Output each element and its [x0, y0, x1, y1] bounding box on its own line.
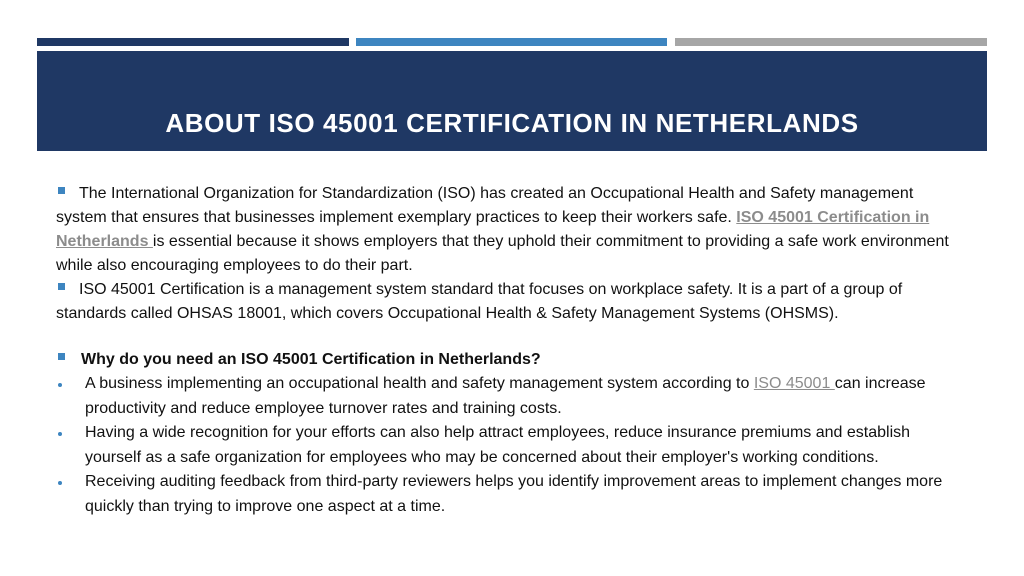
accent-bar-navy — [37, 38, 349, 46]
square-bullet-icon — [58, 187, 65, 194]
accent-bar-blue — [356, 38, 667, 46]
slide-body — [56, 182, 968, 519]
list-item — [56, 372, 968, 421]
why-heading — [56, 348, 968, 372]
list-item — [56, 470, 968, 519]
paragraph-intro-text: The International Organization for Standardization (ISO) has created an Occupational Health and Safety management system that ensures that businesses implement exemplary practices to keep their workers safe. — [56, 185, 914, 226]
dot-bullet-icon — [58, 383, 62, 387]
paragraph-standard-text: ISO 45001 Certification is a management system standard that focuses on workplace safety. It is a part of a group of standards called OHSAS 18001, which covers Occupational Health & Safety Management Systems (OHSMS). — [56, 281, 903, 322]
square-bullet-icon — [58, 283, 65, 290]
list-item-text-end: can increase productivity and reduce employee turnover rates and training costs. — [85, 375, 926, 417]
paragraph-intro-text-end: is essential because it shows employers that they uphold their commitment to providing a safe work environment while also encouraging employees to do their part. — [56, 233, 949, 274]
accent-bar-gray — [675, 38, 987, 46]
paragraph-standard — [56, 278, 968, 326]
page-title: ABOUT ISO 45001 CERTIFICATION IN NETHERLANDS — [165, 107, 859, 138]
title-banner — [37, 51, 987, 151]
list-item — [56, 421, 968, 470]
dot-bullet-icon — [58, 432, 62, 436]
iso-45001-netherlands-link[interactable]: ISO 45001 Certification in Netherlands — [56, 209, 930, 250]
list-item-text: A business implementing an occupational health and safety management system according to — [85, 375, 754, 392]
square-bullet-icon — [58, 353, 65, 360]
list-item-text: Receiving auditing feedback from third-party reviewers helps you identify improvement areas to implement changes more quickly than trying to improve one aspect at a time. — [85, 473, 943, 515]
dot-bullet-icon — [58, 481, 62, 485]
benefits-list — [56, 372, 968, 519]
paragraph-intro — [56, 182, 968, 278]
iso-45001-link[interactable]: ISO 45001 — [753, 375, 835, 392]
why-heading-text: Why do you need an ISO 45001 Certification in Netherlands? — [81, 351, 541, 368]
list-item-text: Having a wide recognition for your efforts can also help attract employees, reduce insurance premiums and establish yourself as a safe organization for employees who may be concerned about their employer's working conditions. — [85, 424, 911, 466]
